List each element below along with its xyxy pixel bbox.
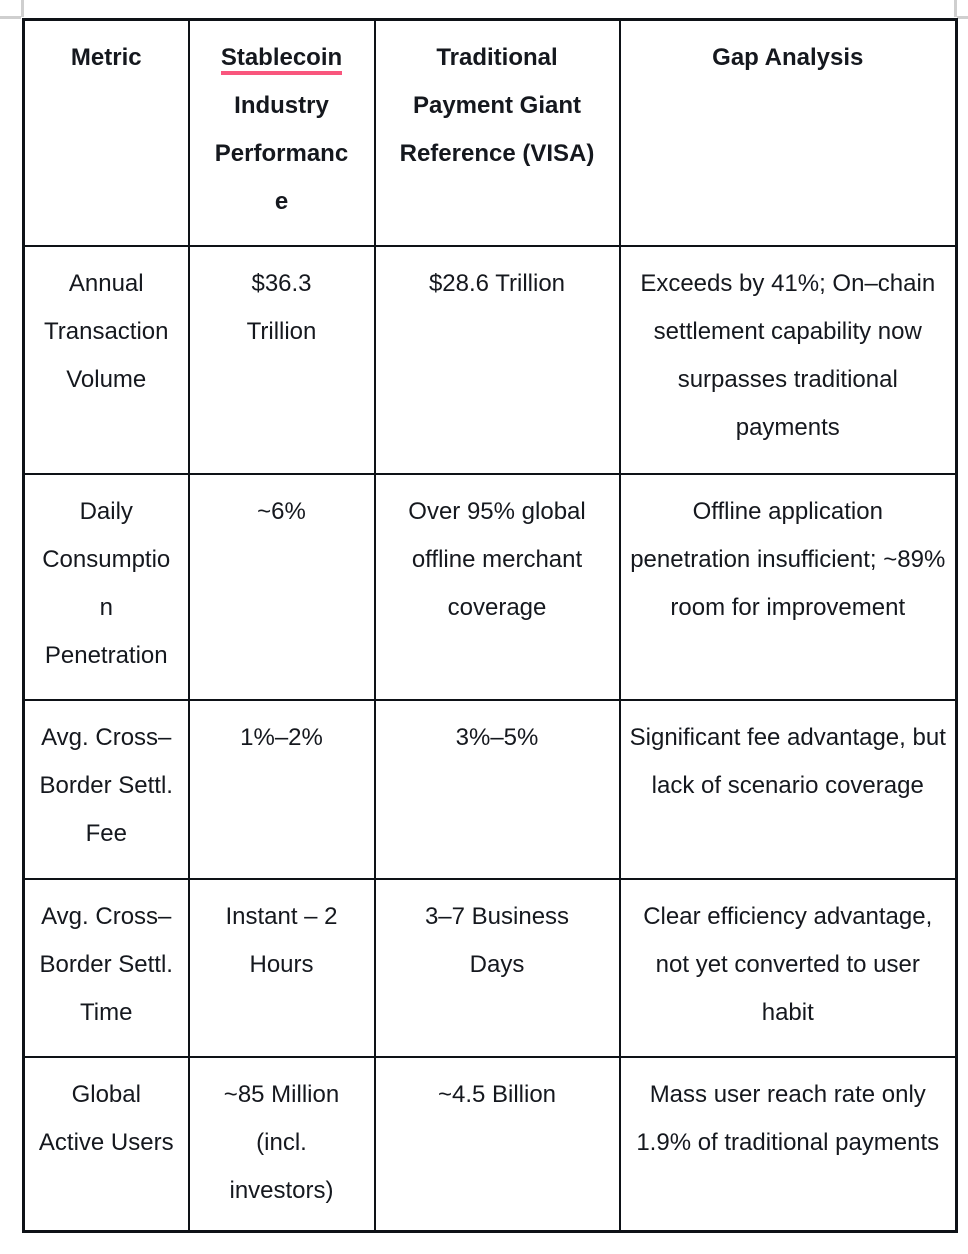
cell-stablecoin-active-users: ~85 Million (incl. investors) [189, 1057, 375, 1232]
stablecoin-underlined-label: Stablecoin [221, 44, 342, 75]
cell-stablecoin-annual-volume: $36.3 Trillion [189, 246, 375, 474]
cell-traditional-settlement-fee: 3%–5% [375, 700, 620, 879]
cell-gap-active-users: Mass user reach rate only 1.9% of traditional payments [620, 1057, 957, 1232]
adjacent-cell-border-top-left-horizontal [0, 16, 21, 19]
cell-gap-daily-penetration: Offline application penetration insufficient; ~89% room for improvement [620, 474, 957, 700]
header-cell-gap-analysis [620, 20, 957, 246]
stablecoin-label-rest: Industry Performance [214, 92, 349, 215]
adjacent-cell-border-top-right-horizontal [957, 16, 968, 19]
header-cell-metric [24, 20, 189, 246]
cell-stablecoin-settlement-time: Instant – 2 Hours [189, 879, 375, 1057]
table-row [24, 700, 957, 879]
cell-traditional-settlement-time: 3–7 Business Days [375, 879, 620, 1057]
cell-stablecoin-daily-penetration: ~6% [189, 474, 375, 700]
header-metric-label: Metric [70, 44, 142, 71]
cell-metric-annual-volume: Annual Transaction Volume [24, 246, 189, 474]
adjacent-cell-border-top-left-vertical [21, 0, 24, 17]
table-row [24, 246, 957, 474]
cell-metric-settlement-time: Avg. Cross–Border Settl. Time [24, 879, 189, 1057]
cell-traditional-daily-penetration: Over 95% global offline merchant coverage [375, 474, 620, 700]
stablecoin-vs-visa-comparison-table [22, 18, 958, 1233]
header-cell-stablecoin [189, 20, 375, 246]
cell-metric-active-users: Global Active Users [24, 1057, 189, 1232]
traditional-label: Traditional Payment Giant Reference (VISA) [399, 44, 595, 167]
cell-traditional-annual-volume: $28.6 Trillion [375, 246, 620, 474]
cell-stablecoin-settlement-fee: 1%–2% [189, 700, 375, 879]
table-row [24, 879, 957, 1057]
table-row [24, 1057, 957, 1232]
table-row [24, 474, 957, 700]
adjacent-cell-border-top-right-vertical [954, 0, 957, 17]
cell-gap-annual-volume: Exceeds by 41%; On–chain settlement capability now surpasses traditional payments [620, 246, 957, 474]
cell-gap-settlement-fee: Significant fee advantage, but lack of scenario coverage [620, 700, 957, 879]
cell-traditional-active-users: ~4.5 Billion [375, 1057, 620, 1232]
cell-metric-settlement-fee: Avg. Cross–Border Settl. Fee [24, 700, 189, 879]
gap-analysis-label: Gap Analysis [712, 44, 864, 71]
cell-gap-settlement-time: Clear efficiency advantage, not yet converted to user habit [620, 879, 957, 1057]
cell-metric-daily-penetration: Daily Consumption Penetration [24, 474, 189, 700]
header-row [24, 20, 957, 246]
header-cell-traditional [375, 20, 620, 246]
